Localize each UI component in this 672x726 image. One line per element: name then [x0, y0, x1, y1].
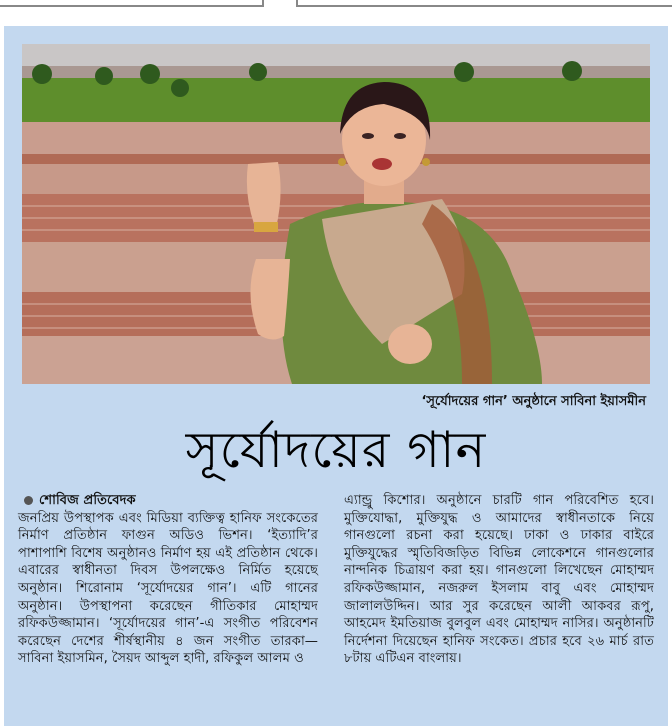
article-column-left — [18, 492, 318, 668]
photo-caption: ‘সূর্যোদয়ের গান’ অনুষ্ঠানে সাবিনা ইয়াসমীন — [421, 394, 646, 409]
byline-text: শোবিজ প্রতিবেদক — [39, 493, 136, 508]
page-top-border — [0, 0, 672, 14]
article-photo — [22, 44, 650, 384]
bullet-icon — [24, 496, 33, 505]
article-headline: সূর্যোদয়ের গান — [185, 421, 487, 479]
photo-singer-illustration — [22, 44, 650, 384]
byline — [18, 492, 318, 510]
border-segment-left — [0, 0, 264, 7]
border-segment-right — [296, 0, 672, 7]
article-panel — [4, 26, 668, 726]
body-text-left: জনপ্রিয় উপস্থাপক এবং মিডিয়া ব্যক্তিত্ব হানিফ সংকেতের নির্মাণ প্রতিষ্ঠান ফাগুন অডিও ভিশন। ‘ইত্যাদি’র পাশাপাশি বিশেষ অনুষ্ঠানও নির্মাণ হয় এই প্রতিষ্ঠান থেকে। এবারের স্বাধীনতা দিবস উপলক্ষেও নির্মিত হয়েছে অনুষ্ঠান। শিরোনাম ‘সূর্যোদয়ের গান’। এটি গানের অনুষ্ঠান। উপস্থাপনা করেছেন গীতিকার মোহাম্মদ রফিকউজ্জামান। ‘সূর্যোদয়ের গান’-এ সংগীত পরিবেশন করেছেন দেশের শীর্ষস্থানীয় ৪ জন সংগীত তারকা— সাবিনা ইয়াসমিন, সৈয়দ আব্দুল হাদী, রফিকুল আলম ও — [18, 510, 318, 667]
body-text-right: এ্যান্ড্রু কিশোর। অনুষ্ঠানে চারটি গান পরিবেশিত হবে। মুক্তিযোদ্ধা, মুক্তিযুদ্ধ ও আমাদের স্বাধীনতাকে নিয়ে গানগুলো রচনা করা হয়েছে। ঢাকা ও ঢাকার বাইরে মুক্তিযুদ্ধের স্মৃতিবিজড়িত বিভিন্ন লোকেশনে গানগুলোর নান্দনিক চিত্রায়ণ করা হয়। গানগুলো লিখেছেন মোহাম্মদ রফিকউজ্জামান, নজরুল ইসলাম বাবু এবং মোহাম্মদ জালালউদ্দিন। আর সুর করেছেন আলী আকবর রূপু, আহমেদ ইমতিয়াজ বুলবুল এবং মোহাম্মদ নাসির। অনুষ্ঠানটি নির্দেশনা দিয়েছেন হানিফ সংকেত। প্রচার হবে ২৬ মার্চ রাত ৮টায় এটিএন বাংলায়। — [344, 493, 654, 667]
article-column-right — [344, 492, 654, 668]
